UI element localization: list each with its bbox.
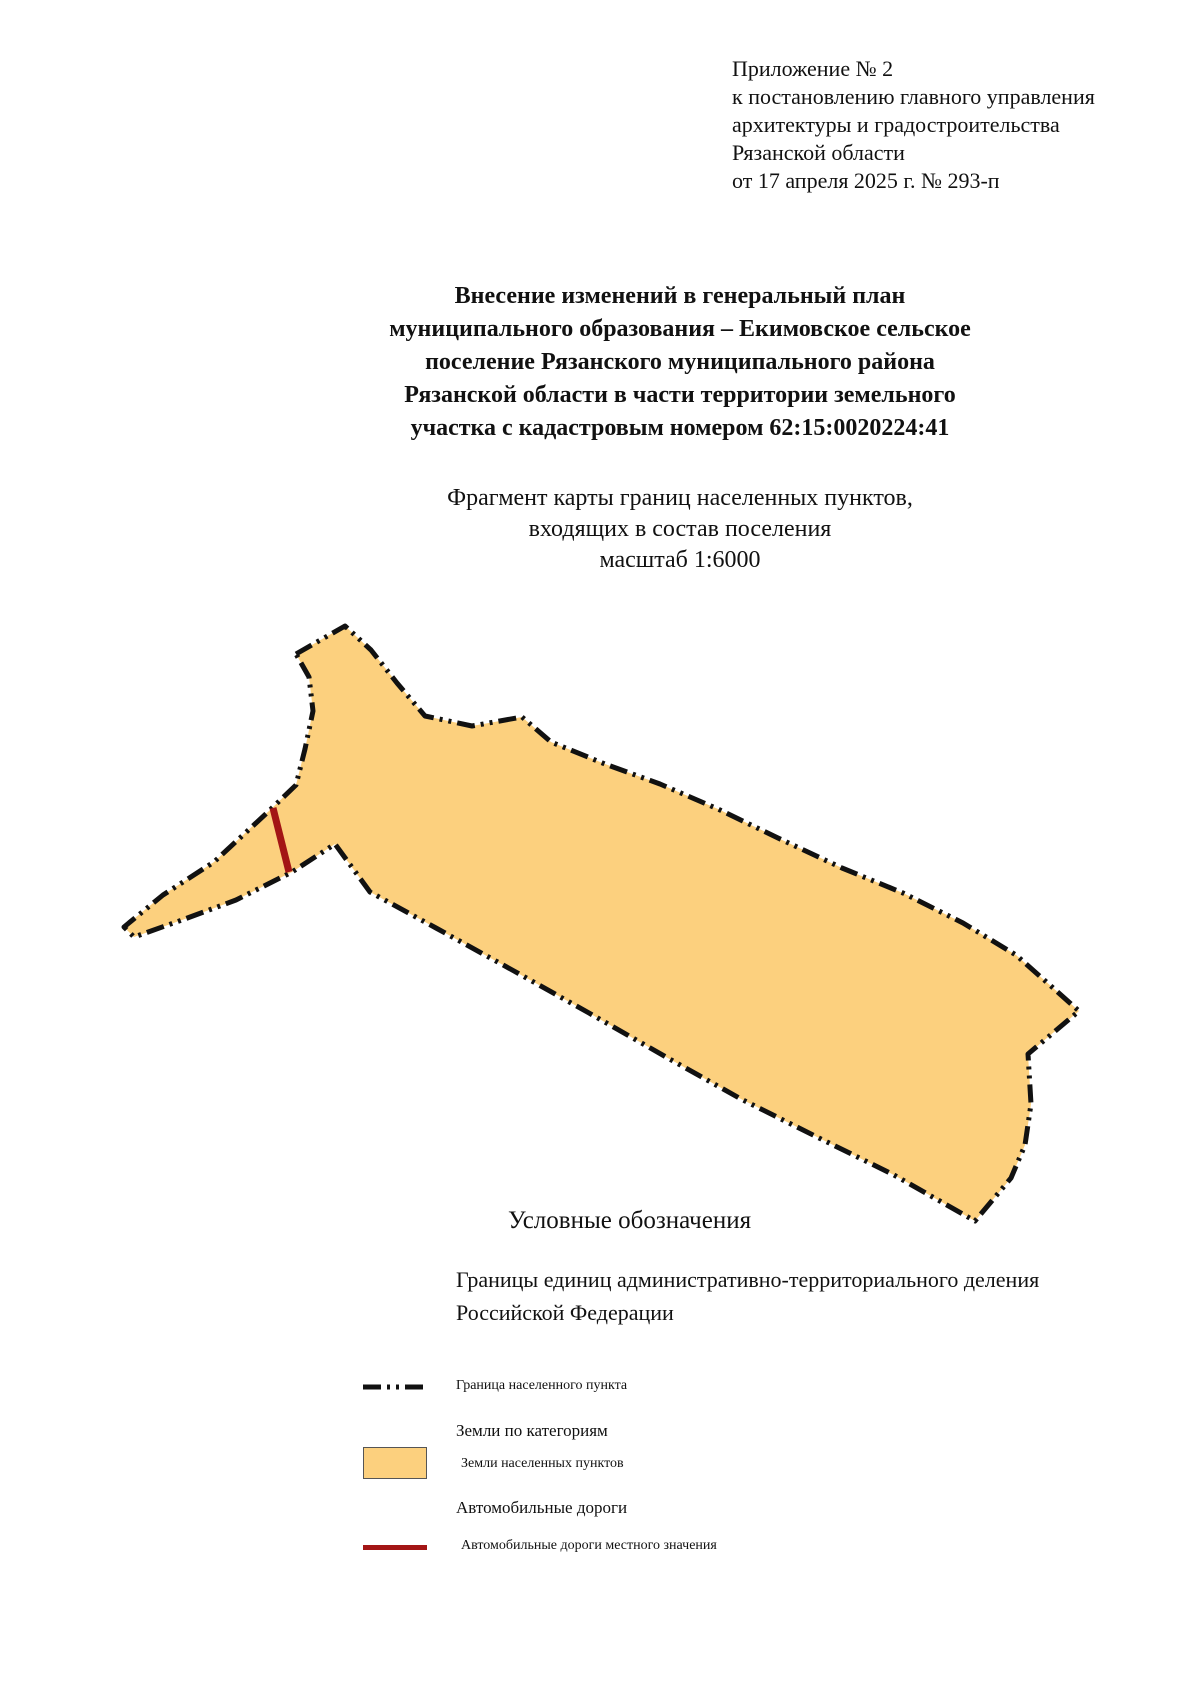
land-categories-header: Земли по категориям xyxy=(456,1421,608,1440)
title-line: поселение Рязанского муниципального района xyxy=(425,349,935,375)
appendix-line: к постановлению главного управления xyxy=(732,84,1095,109)
subtitle-line: Фрагмент карты границ населенных пунктов, xyxy=(447,485,913,511)
settlement-land-label: Земли населенных пунктов xyxy=(461,1456,624,1471)
local-road-legend-line xyxy=(363,1545,427,1550)
appendix-line: Рязанской области xyxy=(732,140,905,165)
boundary-legend-label: Граница населенного пункта xyxy=(456,1378,628,1393)
legend-admin-header: Границы единиц административно-территориального деления Российской Федерации xyxy=(456,1267,1040,1325)
subtitle-line: масштаб 1:6000 xyxy=(599,547,761,573)
title-line: участка с кадастровым номером 62:15:0020224:41 xyxy=(410,415,950,441)
title-line: Рязанской области в части территории земельного xyxy=(404,382,956,408)
title-line: муниципального образования – Екимовское сельское xyxy=(389,316,971,342)
appendix-line: архитектуры и градостроительства xyxy=(732,112,1060,137)
roads-header: Автомобильные дороги xyxy=(456,1498,628,1517)
legend-title: Условные обозначения xyxy=(508,1207,752,1234)
title-line: Внесение изменений в генеральный план xyxy=(454,283,906,309)
appendix-line: Приложение № 2 xyxy=(732,56,894,81)
settlement-land-swatch xyxy=(363,1447,427,1479)
appendix-line: от 17 апреля 2025 г. № 293-п xyxy=(732,168,1000,193)
subtitle-line: входящих в состав поселения xyxy=(528,516,832,542)
local-road-legend-label: Автомобильные дороги местного значения xyxy=(461,1538,717,1553)
settlement-area xyxy=(124,626,1079,1221)
